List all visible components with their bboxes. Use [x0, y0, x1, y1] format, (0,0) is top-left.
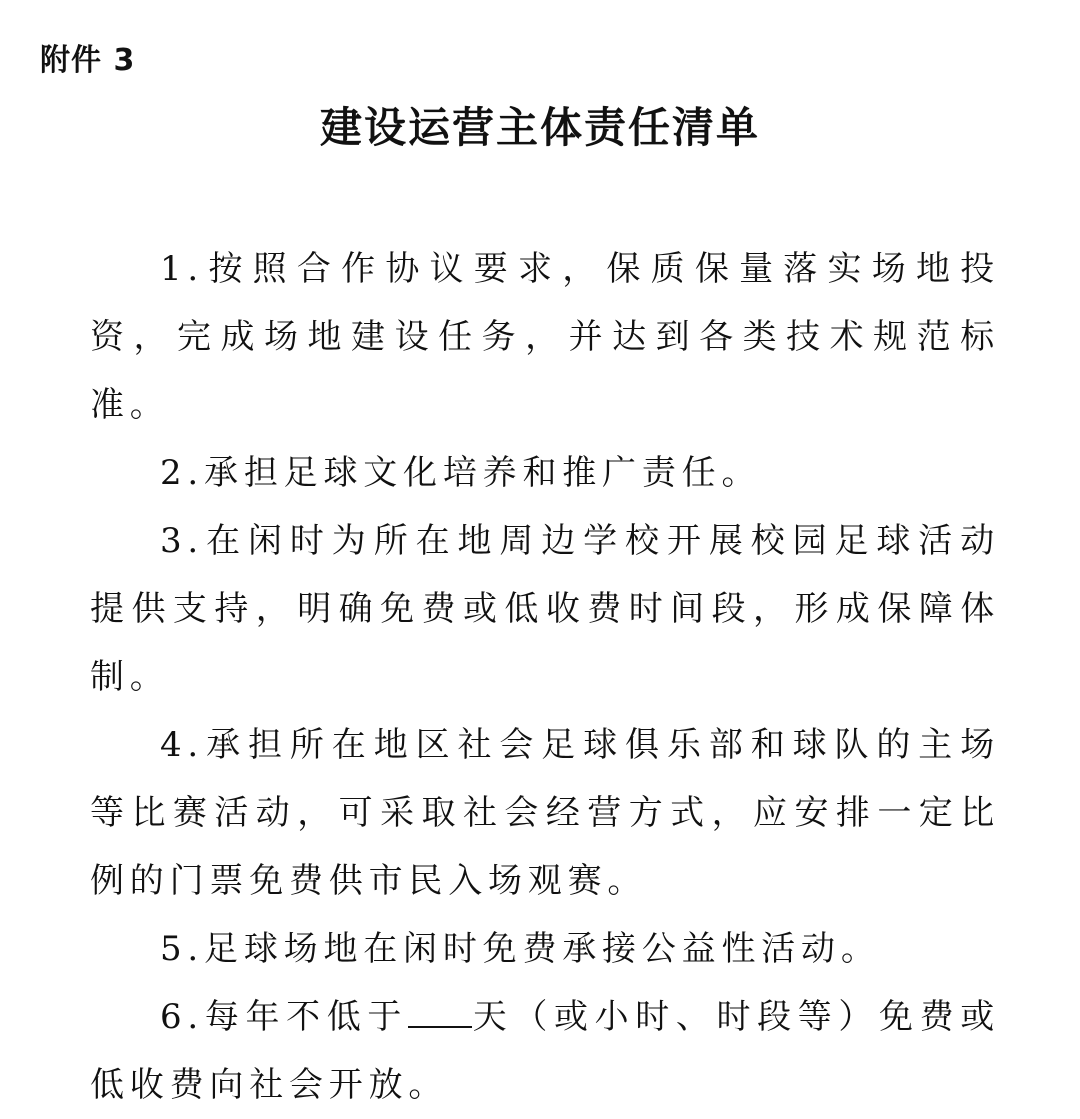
list-item-6: [90, 983, 1000, 1119]
fill-in-blank: [408, 996, 472, 1028]
list-item-4: 4.承担所在地区社会足球俱乐部和球队的主场等比赛活动，可采取社会经营方式，应安排一定比例的门票免费供市民入场观赛。: [90, 725, 1000, 901]
document-title: 建设运营主体责任清单: [319, 103, 760, 152]
list-item-5: 5.足球场地在闲时免费承接公益性活动。: [160, 929, 881, 969]
list-item-6-start: 6.每年不低于: [160, 997, 408, 1037]
list-item-2: 2.承担足球文化培养和推广责任。: [160, 453, 762, 493]
list-item-1: 1.按照合作协议要求，保质保量落实场地投资，完成场地建设任务，并达到各类技术规范标准。: [90, 249, 1000, 425]
responsibility-list: [90, 235, 1000, 1119]
list-item-6-end: 天（或小时、时段等）免费或低收费向社会开放。: [90, 997, 1000, 1105]
list-item-3: 3.在闲时为所在地周边学校开展校园足球活动提供支持，明确免费或低收费时间段，形成保障体制。: [90, 521, 1000, 697]
attachment-label: 附件 3: [40, 43, 136, 78]
